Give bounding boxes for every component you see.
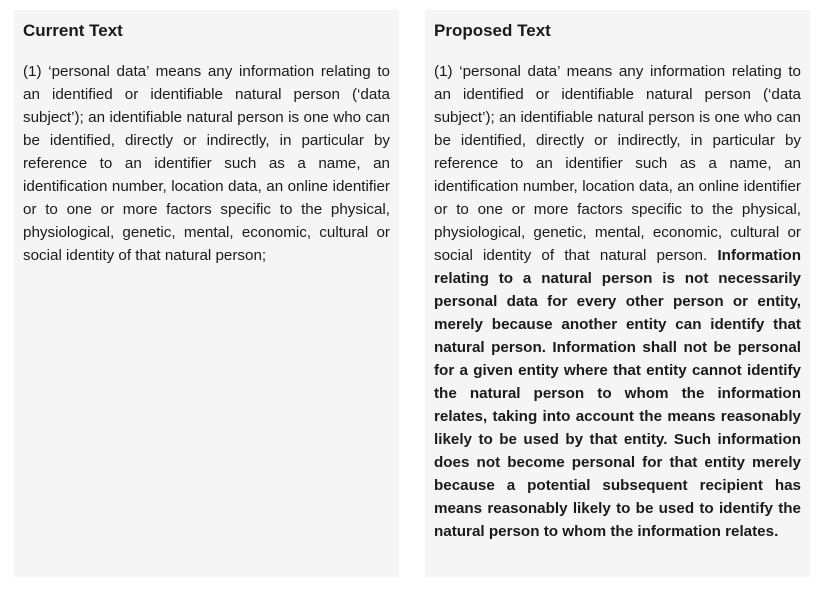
proposed-text-panel	[425, 10, 810, 577]
proposed-text-heading: Proposed Text	[434, 21, 551, 40]
current-text-heading: Current Text	[23, 21, 123, 40]
current-text-body: (1) ‘personal data’ means any information relating to an identified or identifiable natural person (‘data subject’); an identifiable natural person is one who can be identified, directly or indirectly, in particular by reference to an identifier such as a name, an identification number, location data, an online identifier or to one or more factors specific to the physical, physiological, genetic, mental, economic, cultural or social identity of that natural person;	[23, 63, 390, 264]
current-text-panel	[14, 10, 399, 577]
proposed-text-body-wrapper	[434, 60, 801, 543]
proposed-text-body: (1) ‘personal data’ means any information relating to an identified or identifiable natural person (‘data subject’); an identifiable natural person is one who can be identified, directly or indirectly, in particular by reference to an identifier such as a name, an identification number, location data, an online identifier or to one or more factors specific to the physical, physiological, genetic, mental, economic, cultural or social identity of that natural person.	[434, 63, 801, 264]
proposed-text-addition: Information relating to a natural person is not necessarily personal data for every other person or entity, merely because another entity can identify that natural person. Information shall not be personal for a given entity where that entity cannot identify the natural person to whom the information relates, taking into account the means reasonably likely to be used by that entity. Such information does not become personal for that entity merely because a potential subsequent recipient has means reasonably likely to be used to identify the natural person to whom the information relates.	[434, 247, 801, 540]
